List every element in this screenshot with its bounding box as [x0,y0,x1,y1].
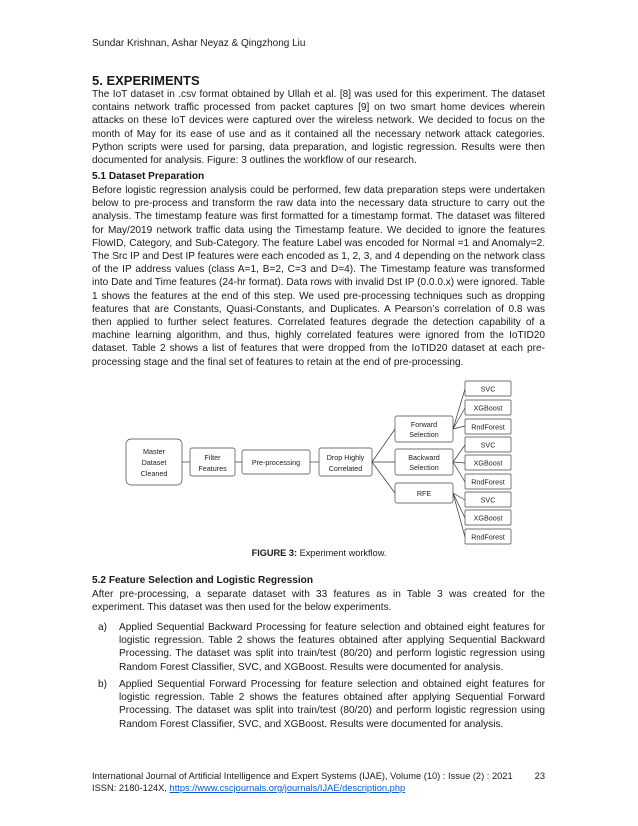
svg-text:Cleaned: Cleaned [140,469,168,478]
list-item-text: Applied Sequential Backward Processing for feature selection and obtained eight features for logistic regression. Table 2 shows the features obtained after applying Sequential Backward Processing. The dataset was split into train/test (80/20) and perform logistic regression using Random Forest Classifier, SVC, and XGBoost. Results were documented for analysis. [119,622,545,673]
footer-issn [92,782,545,794]
feature-selection-paragraph: After pre-processing, a separate dataset with 33 features as in Table 3 was created for the experiment. This dataset was then used for the below experiments. [92,589,545,614]
list-item [92,678,545,731]
svg-text:Drop Highly: Drop Highly [326,453,365,462]
journal-link[interactable]: https://www.cscjournals.org/journals/IJAE/description.php [169,783,406,793]
figure-caption-label: FIGURE 3: [251,548,298,558]
backward-classifiers [465,437,511,489]
svg-text:SVC: SVC [480,440,496,450]
svg-text:SVC: SVC [480,495,496,505]
list-item [92,621,545,674]
svg-text:XGBoost: XGBoost [473,403,503,413]
page-number: 23 [534,771,545,781]
running-header: Sundar Krishnan, Ashar Neyaz & Qingzhong Liu [92,38,306,49]
subsection-title-dataset-preparation: 5.1 Dataset Preparation [92,171,205,182]
node-forward-selection [395,416,453,442]
svg-text:Features: Features [198,464,227,473]
list-marker: a) [98,622,107,633]
footer-journal-text: International Journal of Artificial Intelligence and Expert Systems (IJAE), Volume (10) : Issue (2) : 2021 [92,771,513,781]
footer-journal [92,770,545,782]
forward-classifiers [465,381,511,434]
svg-text:RndForest: RndForest [471,422,505,432]
intro-paragraph: The IoT dataset in .csv format obtained by Ullah et al. [8] was used for this experiment. The dataset contains network traffic processed from packet captures [9] on two smart home devices wherein attacks on these IoT devices were captured over the wireless network. We decided to focus on the month of May for its ease of use and as it contained all the necessary network attack categories. Python scripts were used for parsing, data preparation, and logistic regression. Results were then documented for analysis. Figure: 3 outlines the workflow of our research. [92,89,545,167]
figure-caption [0,548,638,558]
node-rfe [395,483,453,503]
svg-text:RndForest: RndForest [471,477,505,487]
svg-text:Filter: Filter [204,453,221,462]
node-backward-selection [395,449,453,475]
section-title: 5. EXPERIMENTS [92,73,200,88]
list-item-text: Applied Sequential Forward Processing for feature selection and obtained eight features for logistic regression. Table 2 shows the features obtained after applying Sequential Forward Processing. The dataset was split into train/test (80/20) and perform logistic regression using Random Forest Classifier, SVC, and XGBoost. Results were documented for analysis. [119,679,545,730]
svg-text:Backward: Backward [408,453,440,462]
svg-text:XGBoost: XGBoost [473,513,503,523]
svg-text:RndForest: RndForest [471,532,505,542]
subsection-title-feature-selection: 5.2 Feature Selection and Logistic Regression [92,575,314,586]
svg-text:RFE: RFE [416,489,432,498]
node-master-dataset [126,439,182,485]
rfe-classifiers [465,492,511,544]
figure-caption-text: Experiment workflow. [297,548,387,558]
node-drop-highly-correlated [319,448,372,476]
svg-text:Correlated: Correlated [328,464,363,473]
list-marker: b) [98,679,107,690]
workflow-diagram [122,377,532,547]
svg-text:Pre-processing: Pre-processing [251,458,301,467]
footer-issn-text: ISSN: 2180-124X, [92,783,170,793]
node-preprocessing [242,450,310,474]
svg-text:Master: Master [143,447,165,456]
svg-text:Selection: Selection [409,430,439,439]
svg-text:Selection: Selection [409,463,439,472]
svg-text:Dataset: Dataset [141,458,167,467]
svg-text:SVC: SVC [480,384,496,394]
svg-text:XGBoost: XGBoost [473,458,503,468]
dataset-preparation-paragraph: Before logistic regression analysis could be performed, few data preparation steps were undertaken below to pre-process and transform the raw data into the necessary data structure to carry out the analysis. The timestamp feature was first formatted for a timestamp format. The dataset was filtered for May/2019 network traffic data using the Timestamp feature. We decided to ignore the features FlowID, Category, and Sub-Category. The feature Label was encoded for Normal =1 and Anomaly=2. The Src IP and Dest IP features were each encoded as 1, 2, 3, and 4 depending on the network class of the IP address values (class A=1, B=2, C=3 and D=4). The Timestamp feature was transformed into Date and Time features (24-hr format). Data rows with invalid Dst IP (0.0.0.x) were ignored. Table 1 shows the features at the end of this step. We used pre-processing techniques such as dropping features that are Constants, Quasi-Constants, and Duplicates. A Pearson’s correlation of 0.8 was then applied to further select features. Correlated features degrade the detection capability of a machine learning algorithm, and thus, highly correlated features were ignored from the IoTID20 dataset. Table 2 shows a list of features that were dropped from the IoTID20 dataset at each pre-processing stage and the final set of features to retain at the end of pre-processing. [92,185,546,368]
svg-text:Forward: Forward [410,420,438,429]
node-filter-features [190,448,235,476]
